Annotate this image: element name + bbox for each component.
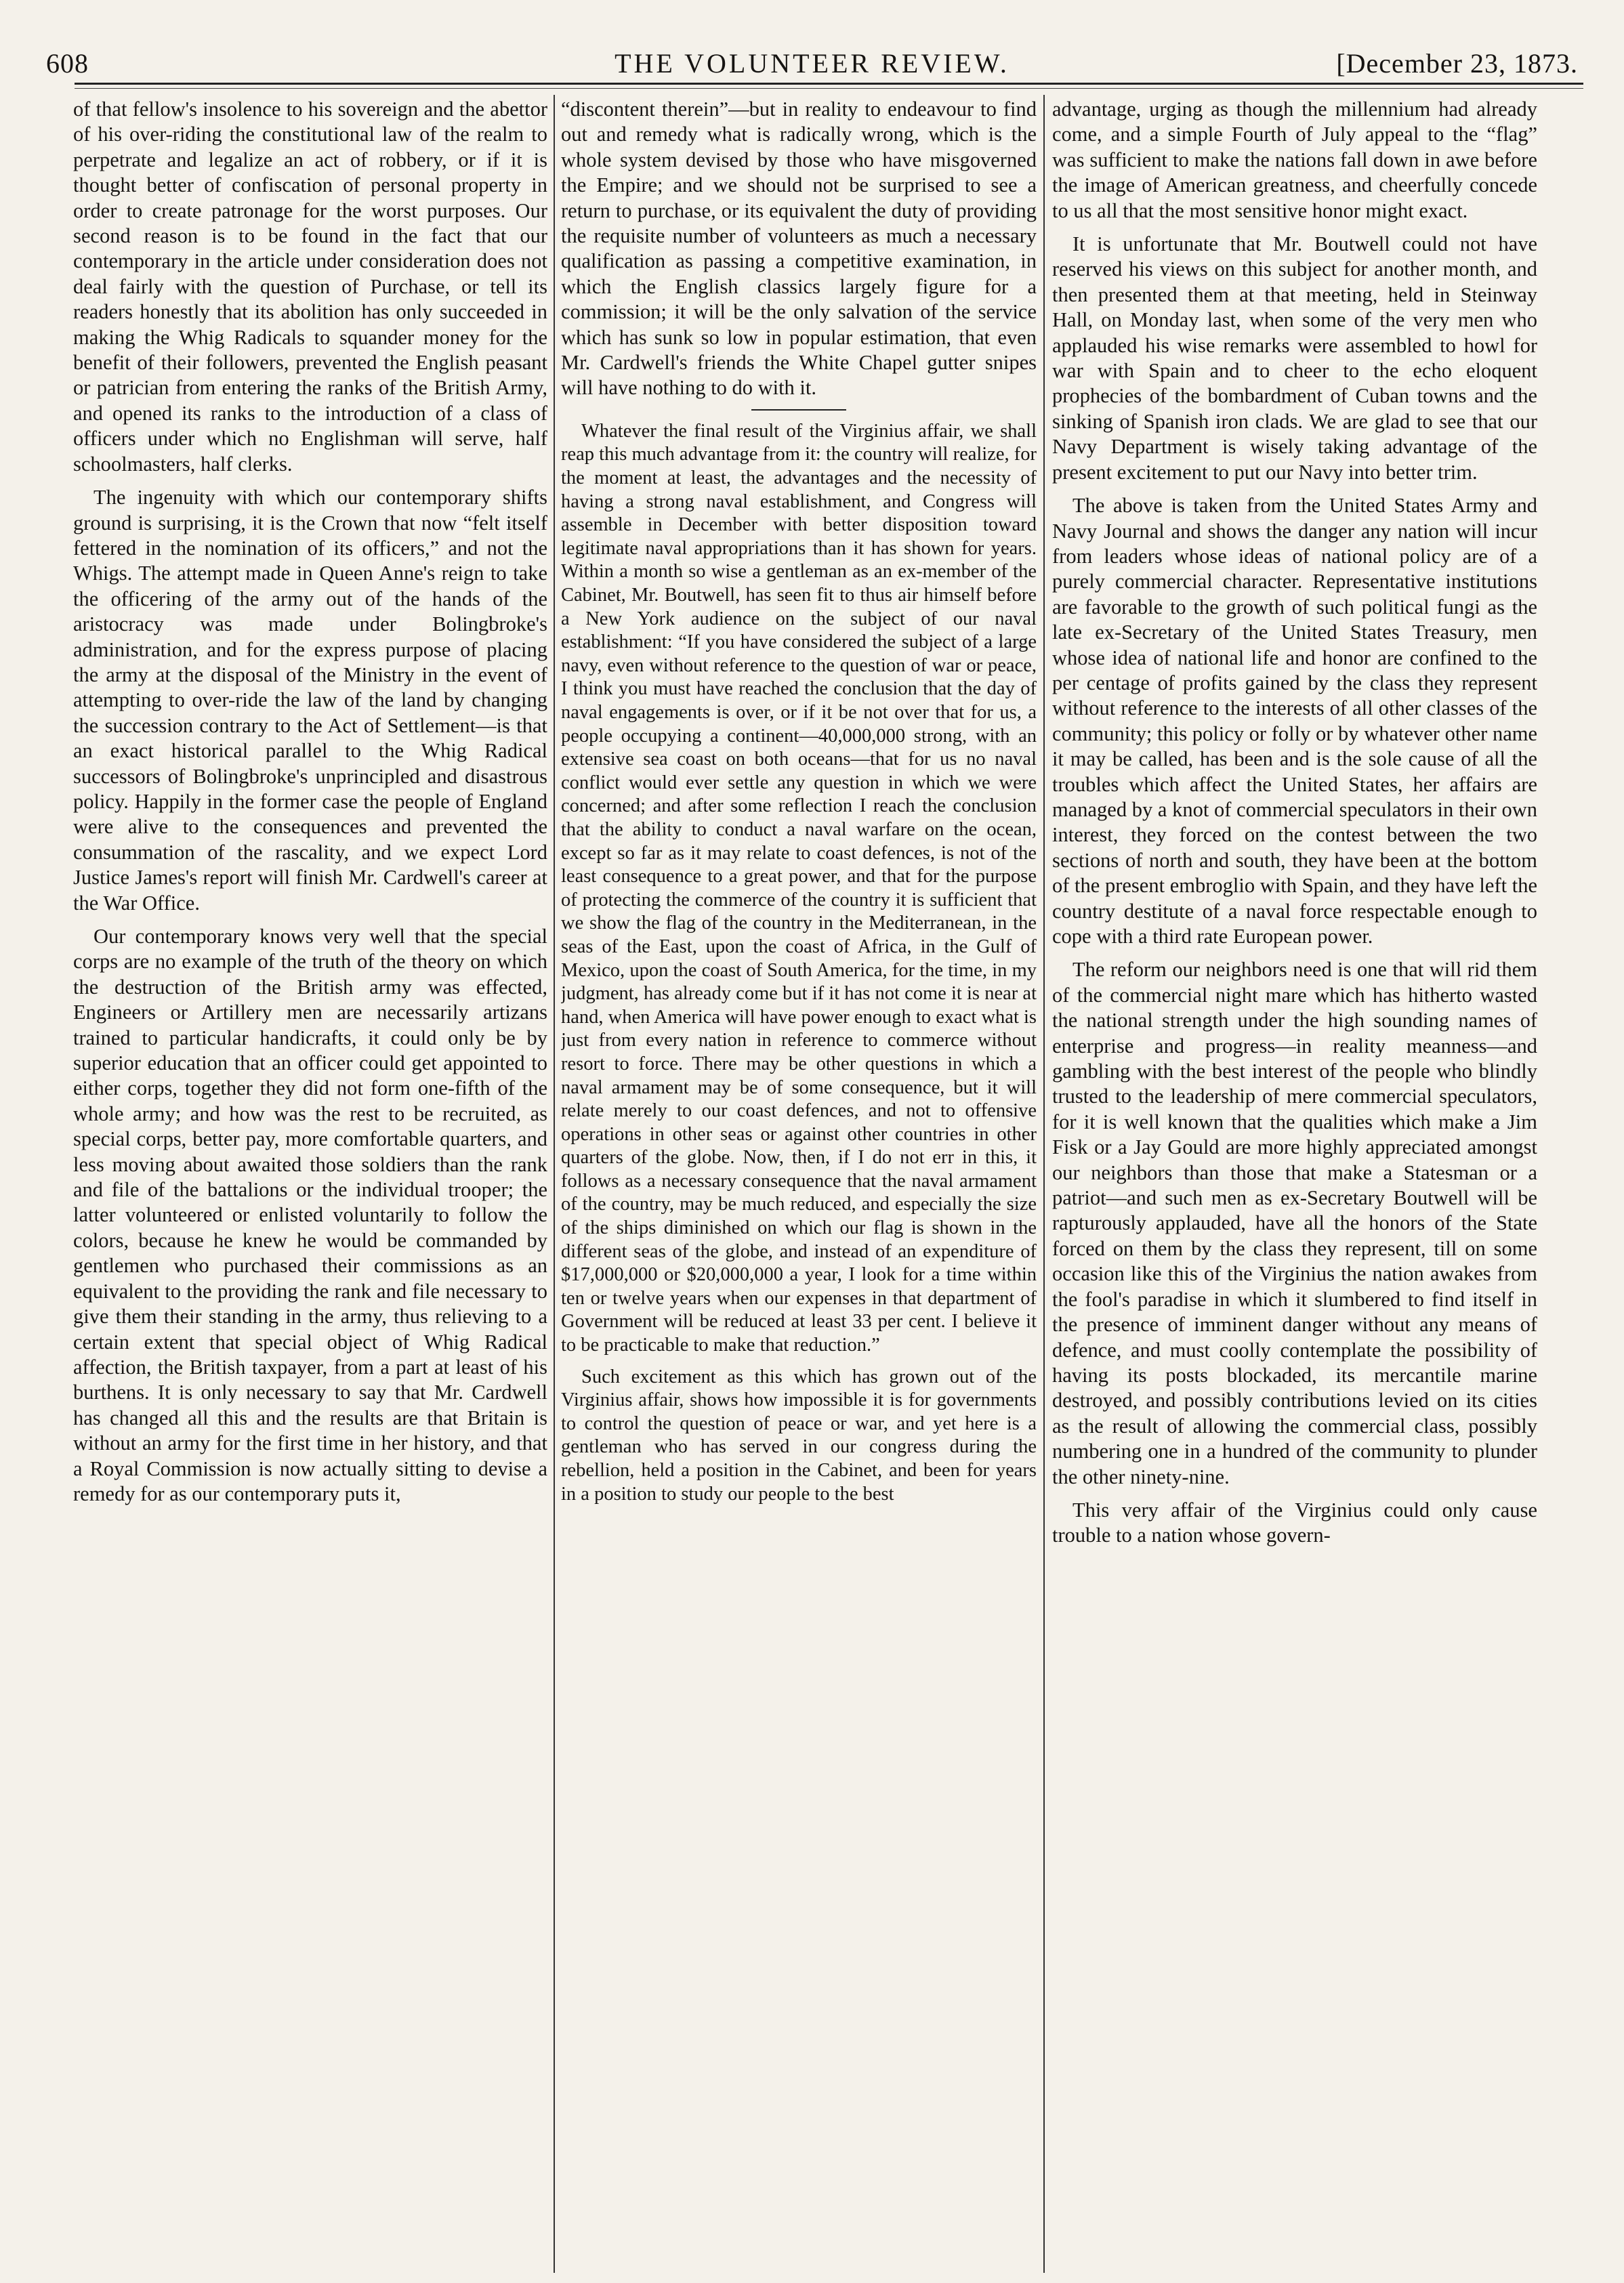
paragraph: The above is taken from the United States Army and Navy Journal and shows the danger any nation will incur from leaders whose ideas of national policy are of a purely commercial character. Representative institutions are favorable to the growth of such political fungi as the late ex-Secretary of the United States Treasury, men whose idea of national life and honor are confined to the per centage of profits gained by the class they represent without reference to the interests of all other classes of the community; this policy or folly or by whatever other name it may be called, has been and is the sole cause of all the troubles which affect the United States, her affairs are managed by a knot of commercial speculators in their own interest, they forced on the contest between the two sections of north and south, they have been at the bottom of the present embroglio with Spain, and they have left the country destitute of a naval force respectable enough to cope with a third rate European power. [1052, 494, 1537, 948]
header-rule [75, 83, 1583, 85]
paragraph: Whatever the final result of the Virginius affair, we shall reap this much advantage from it: the country will realize, for the moment at least, the advantages and the necessity of having a strong naval establishment, and Congress will assemble in December with better disposition toward legitimate naval appropriations than it has shown for years. Within a month so wise a gentleman as an ex-member of the Cabinet, Mr. Boutwell, has seen fit to thus air himself before a New York audience on the subject of our naval establishment: “If you have considered the subject of a large navy, even without reference to the question of war or peace, I think you must have reached the conclusion that the day of naval engagements is over, or if it be not over that for us, a people occupying a continent—40,000,000 strong, with an extensive sea coast on both oceans—that for us no naval conflict would ever settle any question in which we were concerned; and after some reflection I reach the conclusion that the ability to conduct a naval warfare on the ocean, except so far as it may relate to coast defences, is not of the least consequence to a great power, and that for the purpose of protecting the commerce of the country it is sufficient that we show the flag of the country in the Mediterranean, in the seas of the East, upon the coast of Africa, in the Gulf of Mexico, upon the coast of South America, for the time, in my judgment, has already come but if it has not come it is near at hand, when America will have power enough to exact what is just from every nation in reference to commerce without resort to force. There may be other questions in which a naval armament may be of some consequence, but it will relate merely to our coast defences, and not to offensive operations in other seas or against other countries in other quarters of the globe. Now, then, if I do not err in this, it follows as a necessary consequence that the naval armament of the country, may be much reduced, and especially the size of the ships diminished on which our flag is shown in the different seas of the globe, and instead of an expenditure of $17,000,000 or $20,000,000 a year, I look for a time within ten or twelve years when our expenses in that department of Government will be reduced at least 33 per cent. I believe it to be practicable to make that reduction.” [561, 420, 1037, 1356]
paragraph: The ingenuity with which our contemporary shifts ground is surprising, it is the Crown that now “felt itself fettered in the nomination of its officers,” and not the Whigs. The attempt made in Queen Anne's reign to take the officering of the army out of the hands of the aristocracy was made under Bolingbroke's administration, and for the express purpose of placing the army at the disposal of the Ministry in the event of attempting to over-ride the law of the land by changing the succession contrary to the Act of Settlement—is that an exact historical parallel to the Whig Radical successors of Bolingbroke's unprincipled and disastrous policy. Happily in the former case the people of England were alive to the consequences and prevented the consummation of the rascality, and we expect Lord Justice James's report will finish Mr. Cardwell's career at the War Office. [73, 486, 547, 915]
paragraph: of that fellow's insolence to his sovereign and the abettor of his over-riding the constitutional law of the realm to perpetrate and legalize an act of robbery, or if it is thought better of confiscation of personal property in order to create patronage for the worst purposes. Our second reason is to be found in the fact that our contemporary in the article under consideration does not deal fairly with the question of Purchase, or tell its readers honestly that its abolition has only succeeded in making the Whig Radicals to squander money for the benefit of their followers, prevented the English peasant or patrician from entering the ranks of the British Army, and opened its ranks to the introduction of a class of officers under which no Englishman will serve, half schoolmasters, half clerks. [73, 98, 547, 476]
page-header [41, 47, 1583, 88]
paragraph: Such excitement as this which has grown out of the Virginius affair, shows how impossible it is for governments to control the question of peace or war, and yet here is a gentleman who has served in our congress during the rebellion, held a position in the Cabinet, and been for years in a position to study our people to the best [561, 1366, 1037, 1505]
column-1 [73, 97, 547, 2271]
page-number: 608 [46, 48, 89, 79]
column-divider [554, 95, 555, 2273]
masthead-title: THE VOLUNTEER REVIEW. [615, 48, 1009, 79]
column-3 [1052, 97, 1537, 2271]
paragraph: advantage, urging as though the millennium had already come, and a simple Fourth of July appeal to the “flag” was sufficient to make the nations fall down in awe before the image of American greatness, and cheerfully concede to us all that the most sensitive honor might exact. [1052, 98, 1537, 222]
header-rule-thin [75, 88, 1583, 89]
issue-date: [December 23, 1873. [1336, 48, 1578, 79]
column-2 [561, 97, 1037, 2271]
paragraph: It is unfortunate that Mr. Boutwell could not have reserved his views on this subject for another month, and then presented them at that meeting, held in Steinway Hall, on Monday last, when some of the very men who applauded his wise remarks were assembled to howl for war with Spain and to cheer to the echo eloquent prophecies of the bombardment of Cuban towns and the sinking of Spanish iron clads. We are glad to see that our Navy Department is wisely taking advantage of the present excitement to put our Navy into better trim. [1052, 232, 1537, 484]
article-divider [751, 409, 846, 411]
paragraph: Our contemporary knows very well that the special corps are no example of the truth of the theory on which the destruction of the British army was effected, Engineers or Artillery men are necessarily artizans trained to particular handicrafts, it could only be by superior education that an officer could get appointed to either corps, together they did not form one-fifth of the whole army; and how was the rest to be recruited, as special corps, better pay, more comfortable quarters, and less moving about awaited those soldiers than the rank and file of the battalions or the individual trooper; the latter volunteered or enlisted voluntarily to follow the colors, because he knew he would be commanded by gentlemen who purchased their commissions as an equivalent to the providing the rank and file necessary to give them their standing in the army, thus relieving to a certain extent that special object of Whig Radical affection, the British taxpayer, from a part at least of his burthens. It is only necessary to say that Mr. Cardwell has changed all this and the results are that Britain is without an army for the first time in her history, and that a Royal Commission is now actually sitting to devise a remedy for as our contemporary puts it, [73, 925, 547, 1505]
paragraph: This very affair of the Virginius could only cause trouble to a nation whose govern- [1052, 1498, 1537, 1547]
paragraph: The reform our neighbors need is one that will rid them of the commercial night mare which has hitherto wasted the national strength under the high sounding names of enterprise and progress—in reality meanness—and gambling with the best interest of the people who blindly trusted to the leadership of mere commercial speculators, for it is well known that the qualities which make a Jim Fisk or a Jay Gould are more highly appreciated amongst our neighbors than those that make a Statesman or a patriot—and such men as ex-Secretary Boutwell will be rapturously applauded, have all the honors of the State forced on them by the class they represent, till on some occasion like this of the Virginius the nation awakes from the fool's paradise in which it slumbered to find itself in the presence of imminent danger without any means of defence, and must coolly contemplate the possibility of having its posts blockaded, its mercantile marine destroyed, and possibly contributions levied on its cities as the result of allowing the commercial class, possibly numbering one in a hundred of the community to plunder the other ninety-nine. [1052, 958, 1537, 1488]
column-divider [1043, 95, 1045, 2273]
paragraph: “discontent therein”—but in reality to endeavour to find out and remedy what is radically wrong, which is the whole system devised by those who have misgoverned the Empire; and we should not be surprised to see a return to purchase, or its equivalent the duty of providing the requisite number of volunteers as much a necessary qualification as passing a competitive examination, in which the English classics largely figure for a commission; it will be the only salvation of the service which has sunk so low in popular estimation, that even Mr. Cardwell's friends the White Chapel gutter snipes will have nothing to do with it. [561, 98, 1037, 400]
